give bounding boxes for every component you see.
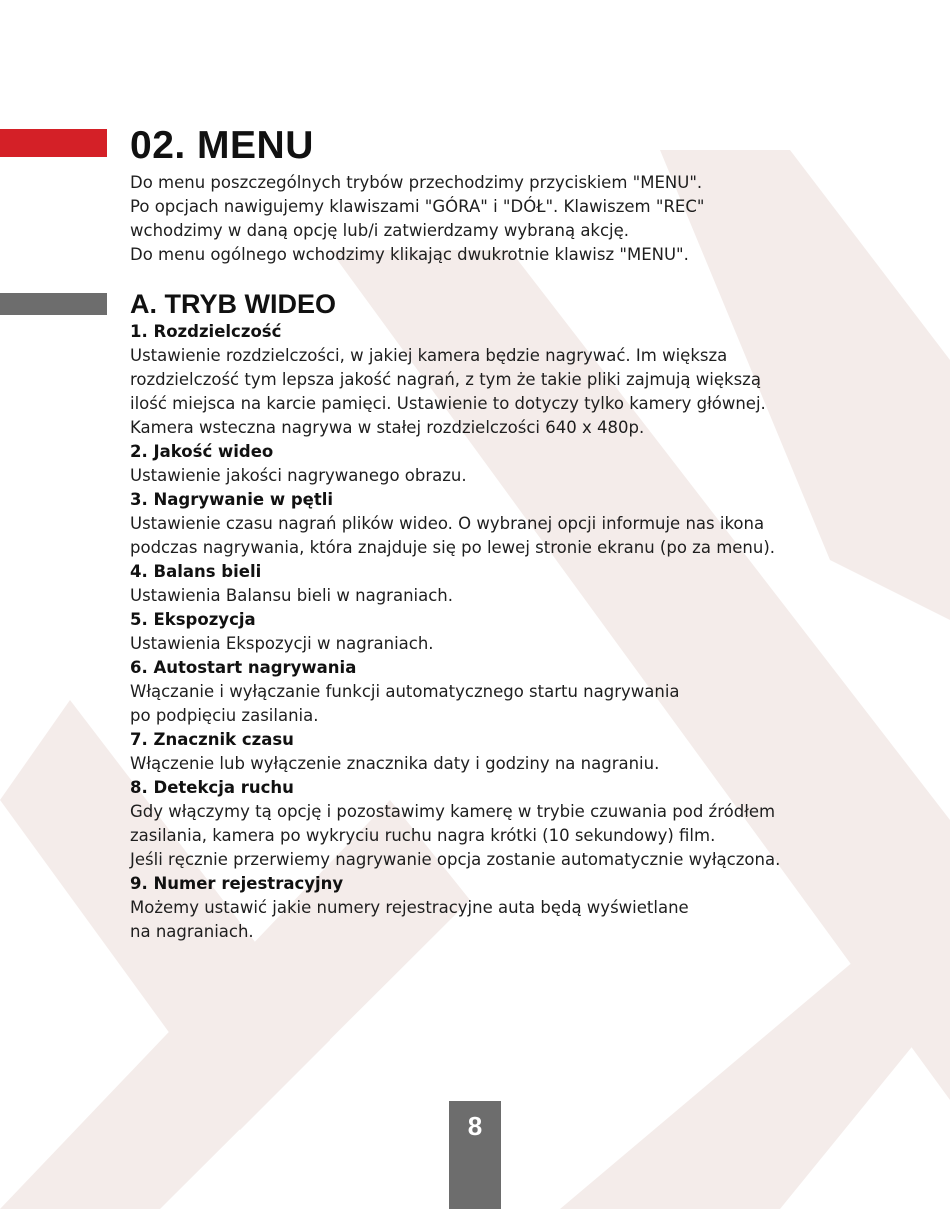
intro-line: wchodzimy w daną opcję lub/i zatwierdzamy wybraną akcję.	[130, 221, 630, 240]
setting-title: 3. Nagrywanie w pętli	[130, 490, 334, 509]
setting-title: 9. Numer rejestracyjny	[130, 874, 344, 893]
page-title: 02. MENU	[130, 124, 314, 167]
setting-description: Ustawienie rozdzielczości, w jakiej kamera będzie nagrywać. Im większa	[130, 346, 728, 365]
heading-accent-bar	[0, 129, 107, 157]
setting-title: 5. Ekspozycja	[130, 610, 256, 629]
setting-description: Włączenie lub wyłączenie znacznika daty i godziny na nagraniu.	[130, 754, 660, 773]
setting-item	[130, 440, 930, 488]
setting-item	[130, 656, 930, 728]
setting-title: 4. Balans bieli	[130, 562, 262, 581]
setting-item	[130, 872, 930, 944]
setting-description: Ustawienia Ekspozycji w nagraniach.	[130, 634, 434, 653]
setting-title: 7. Znacznik czasu	[130, 730, 294, 749]
setting-description: Ustawienie czasu nagrań plików wideo. O wybranej opcji informuje nas ikona	[130, 514, 765, 533]
setting-description: Możemy ustawić jakie numery rejestracyjne auta będą wyświetlane	[130, 898, 689, 917]
setting-description: Kamera wsteczna nagrywa w stałej rozdzielczości 640 x 480p.	[130, 418, 645, 437]
settings-list	[130, 320, 930, 944]
page-number-tab	[449, 1101, 501, 1209]
setting-item	[130, 560, 930, 608]
setting-description: rozdzielczość tym lepsza jakość nagrań, z tym że takie pliki zajmują większą	[130, 370, 761, 389]
setting-description: po podpięciu zasilania.	[130, 706, 319, 725]
setting-description: Gdy włączymy tą opcję i pozostawimy kamerę w trybie czuwania pod źródłem	[130, 802, 776, 821]
setting-description: zasilania, kamera po wykryciu ruchu nagra krótki (10 sekundowy) film.	[130, 826, 716, 845]
setting-description: Ustawienia Balansu bieli w nagraniach.	[130, 586, 453, 605]
setting-item	[130, 728, 930, 776]
setting-item	[130, 608, 930, 656]
page-number: 8	[467, 1111, 483, 1141]
setting-title: 1. Rozdzielczość	[130, 322, 282, 341]
setting-item	[130, 776, 930, 872]
intro-line: Do menu ogólnego wchodzimy klikając dwukrotnie klawisz "MENU".	[130, 245, 689, 264]
setting-description: podczas nagrywania, która znajduje się po lewej stronie ekranu (po za menu).	[130, 538, 776, 557]
setting-title: 6. Autostart nagrywania	[130, 658, 357, 677]
setting-description: Ustawienie jakości nagrywanego obrazu.	[130, 466, 467, 485]
section-title: A. TRYB WIDEO	[130, 289, 336, 319]
intro-paragraph	[130, 171, 930, 267]
setting-description: ilość miejsca na karcie pamięci. Ustawienie to dotyczy tylko kamery głównej.	[130, 394, 766, 413]
setting-description: Włączanie i wyłączanie funkcji automatycznego startu nagrywania	[130, 682, 680, 701]
intro-line: Po opcjach nawigujemy klawiszami "GÓRA" i "DÓŁ". Klawiszem "REC"	[130, 197, 705, 216]
section-accent-bar	[0, 293, 107, 315]
intro-line: Do menu poszczególnych trybów przechodzimy przyciskiem "MENU".	[130, 173, 703, 192]
setting-title: 8. Detekcja ruchu	[130, 778, 294, 797]
setting-description: na nagraniach.	[130, 922, 254, 941]
setting-description: Jeśli ręcznie przerwiemy nagrywanie opcja zostanie automatycznie wyłączona.	[130, 850, 781, 869]
page-content	[130, 124, 930, 944]
setting-title: 2. Jakość wideo	[130, 442, 274, 461]
setting-item	[130, 488, 930, 560]
setting-item	[130, 320, 930, 440]
